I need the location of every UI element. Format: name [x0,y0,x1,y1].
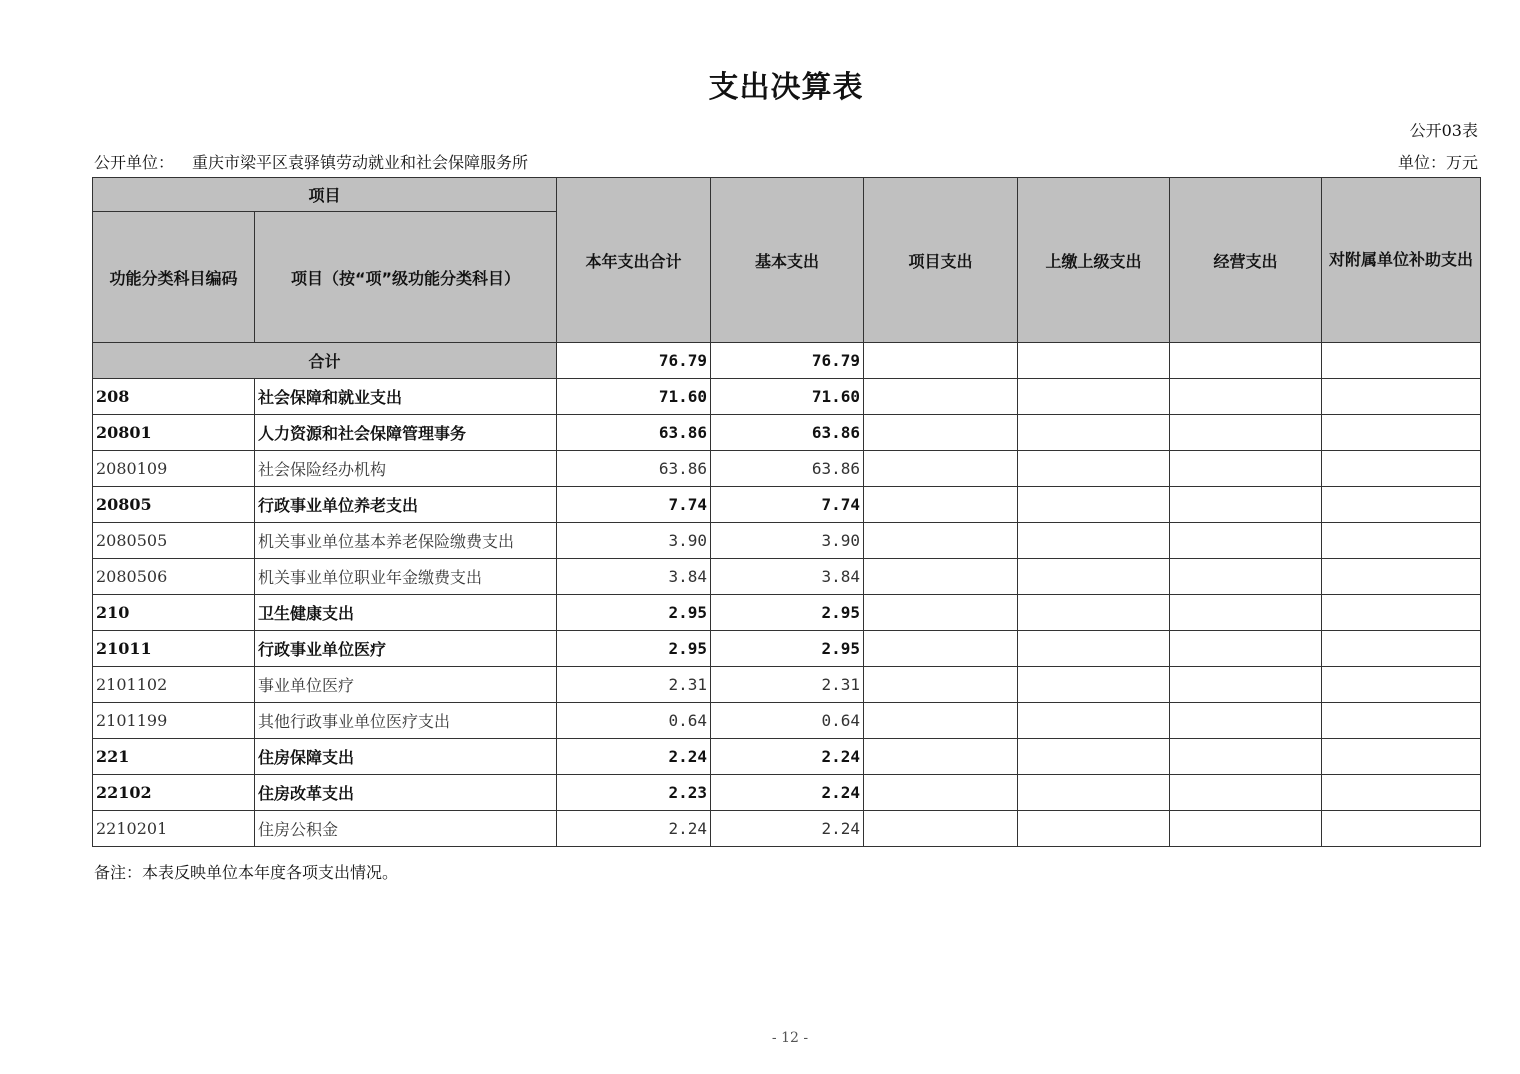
org-label: 公开单位： [94,153,175,172]
table-row [93,739,1481,775]
org-name: 重庆市梁平区袁驿镇劳动就业和社会保障服务所 [192,153,529,172]
empty-cell [864,487,1018,523]
row-code: 221 [93,739,255,775]
empty-cell [1322,703,1481,739]
row-total: 2.95 [557,595,711,631]
table-row [93,667,1481,703]
empty-cell [864,595,1018,631]
row-basic: 71.60 [711,379,864,415]
empty-cell [864,775,1018,811]
empty-cell [1170,667,1322,703]
row-code: 2101199 [93,703,255,739]
row-code: 20805 [93,487,255,523]
expenditure-table [92,177,1481,847]
empty-cell [864,559,1018,595]
row-basic: 2.24 [711,775,864,811]
empty-cell [1170,451,1322,487]
row-name: 社会保险经办机构 [255,451,557,487]
total-label: 合计 [93,343,557,379]
empty-cell [1322,811,1481,847]
empty-cell [1170,343,1322,379]
row-basic: 3.90 [711,523,864,559]
table-row [93,631,1481,667]
empty-cell [864,379,1018,415]
row-total: 2.24 [557,739,711,775]
empty-cell [1322,775,1481,811]
row-name: 住房公积金 [255,811,557,847]
empty-cell [1170,487,1322,523]
empty-cell [1322,631,1481,667]
empty-cell [864,703,1018,739]
empty-cell [864,811,1018,847]
row-code: 210 [93,595,255,631]
footnote: 备注：本表反映单位本年度各项支出情况。 [94,863,399,882]
row-total: 2.24 [557,811,711,847]
empty-cell [1322,667,1481,703]
table-row [93,559,1481,595]
row-code: 2080505 [93,523,255,559]
row-basic: 0.64 [711,703,864,739]
row-basic: 2.24 [711,811,864,847]
empty-cell [1018,559,1170,595]
empty-cell [1322,343,1481,379]
empty-cell [1322,559,1481,595]
row-total: 0.64 [557,703,711,739]
row-basic: 2.31 [711,667,864,703]
row-code: 2080506 [93,559,255,595]
row-total: 3.84 [557,559,711,595]
empty-cell [1018,667,1170,703]
header-business: 经营支出 [1170,178,1322,343]
total-amount: 76.79 [557,343,711,379]
row-name: 行政事业单位医疗 [255,631,557,667]
row-name: 行政事业单位养老支出 [255,487,557,523]
empty-cell [1322,739,1481,775]
empty-cell [1018,739,1170,775]
empty-cell [1322,595,1481,631]
empty-cell [1018,487,1170,523]
empty-cell [1018,595,1170,631]
empty-cell [1018,451,1170,487]
empty-cell [1170,739,1322,775]
row-name: 住房改革支出 [255,775,557,811]
empty-cell [1018,811,1170,847]
empty-cell [864,739,1018,775]
empty-cell [864,523,1018,559]
header-total: 本年支出合计 [557,178,711,343]
empty-cell [864,667,1018,703]
row-code: 21011 [93,631,255,667]
table-id: 公开03表 [1409,121,1478,140]
empty-cell [1018,415,1170,451]
empty-cell [1018,379,1170,415]
row-name: 住房保障支出 [255,739,557,775]
empty-cell [1322,451,1481,487]
row-name: 机关事业单位基本养老保险缴费支出 [255,523,557,559]
row-code: 22102 [93,775,255,811]
header-basic: 基本支出 [711,178,864,343]
row-total: 7.74 [557,487,711,523]
empty-cell [1018,631,1170,667]
empty-cell [1322,487,1481,523]
row-code: 208 [93,379,255,415]
table-row [93,523,1481,559]
header-project-expense: 项目支出 [864,178,1018,343]
row-name: 人力资源和社会保障管理事务 [255,415,557,451]
table-row [93,379,1481,415]
table-row [93,415,1481,451]
row-basic: 3.84 [711,559,864,595]
row-code: 2210201 [93,811,255,847]
row-name: 事业单位医疗 [255,667,557,703]
empty-cell [1170,703,1322,739]
empty-cell [1018,343,1170,379]
empty-cell [864,343,1018,379]
row-basic: 2.95 [711,595,864,631]
empty-cell [864,631,1018,667]
empty-cell [1170,595,1322,631]
empty-cell [1170,523,1322,559]
empty-cell [1170,775,1322,811]
table-row [93,703,1481,739]
table-row [93,811,1481,847]
row-basic: 7.74 [711,487,864,523]
row-name: 卫生健康支出 [255,595,557,631]
header-name: 项目（按“项”级功能分类科目） [255,212,557,343]
total-row [93,343,1481,379]
row-basic: 63.86 [711,415,864,451]
row-name: 社会保障和就业支出 [255,379,557,415]
row-basic: 2.24 [711,739,864,775]
row-total: 2.95 [557,631,711,667]
empty-cell [1018,523,1170,559]
empty-cell [1018,703,1170,739]
table-row [93,775,1481,811]
row-total: 2.23 [557,775,711,811]
row-total: 71.60 [557,379,711,415]
empty-cell [1322,415,1481,451]
page-number: - 12 - [771,1030,809,1046]
empty-cell [1322,379,1481,415]
row-code: 2101102 [93,667,255,703]
org-info [94,150,528,173]
header-subsidy: 对附属单位补助支出 [1322,178,1481,343]
empty-cell [1322,523,1481,559]
row-total: 3.90 [557,523,711,559]
empty-cell [1170,379,1322,415]
empty-cell [864,451,1018,487]
header-upper: 上缴上级支出 [1018,178,1170,343]
row-code: 20801 [93,415,255,451]
empty-cell [1170,415,1322,451]
row-basic: 63.86 [711,451,864,487]
table-row [93,487,1481,523]
empty-cell [1170,631,1322,667]
header-code: 功能分类科目编码 [93,212,255,343]
empty-cell [864,415,1018,451]
empty-cell [1170,559,1322,595]
page-title: 支出决算表 [708,70,864,105]
total-basic: 76.79 [711,343,864,379]
row-code: 2080109 [93,451,255,487]
money-unit: 单位：万元 [1397,153,1478,172]
header-project: 项目 [93,178,557,212]
row-name: 机关事业单位职业年金缴费支出 [255,559,557,595]
table-row [93,451,1481,487]
row-basic: 2.95 [711,631,864,667]
row-total: 63.86 [557,451,711,487]
empty-cell [1018,775,1170,811]
row-total: 2.31 [557,667,711,703]
row-total: 63.86 [557,415,711,451]
row-name: 其他行政事业单位医疗支出 [255,703,557,739]
empty-cell [1170,811,1322,847]
table-row [93,595,1481,631]
